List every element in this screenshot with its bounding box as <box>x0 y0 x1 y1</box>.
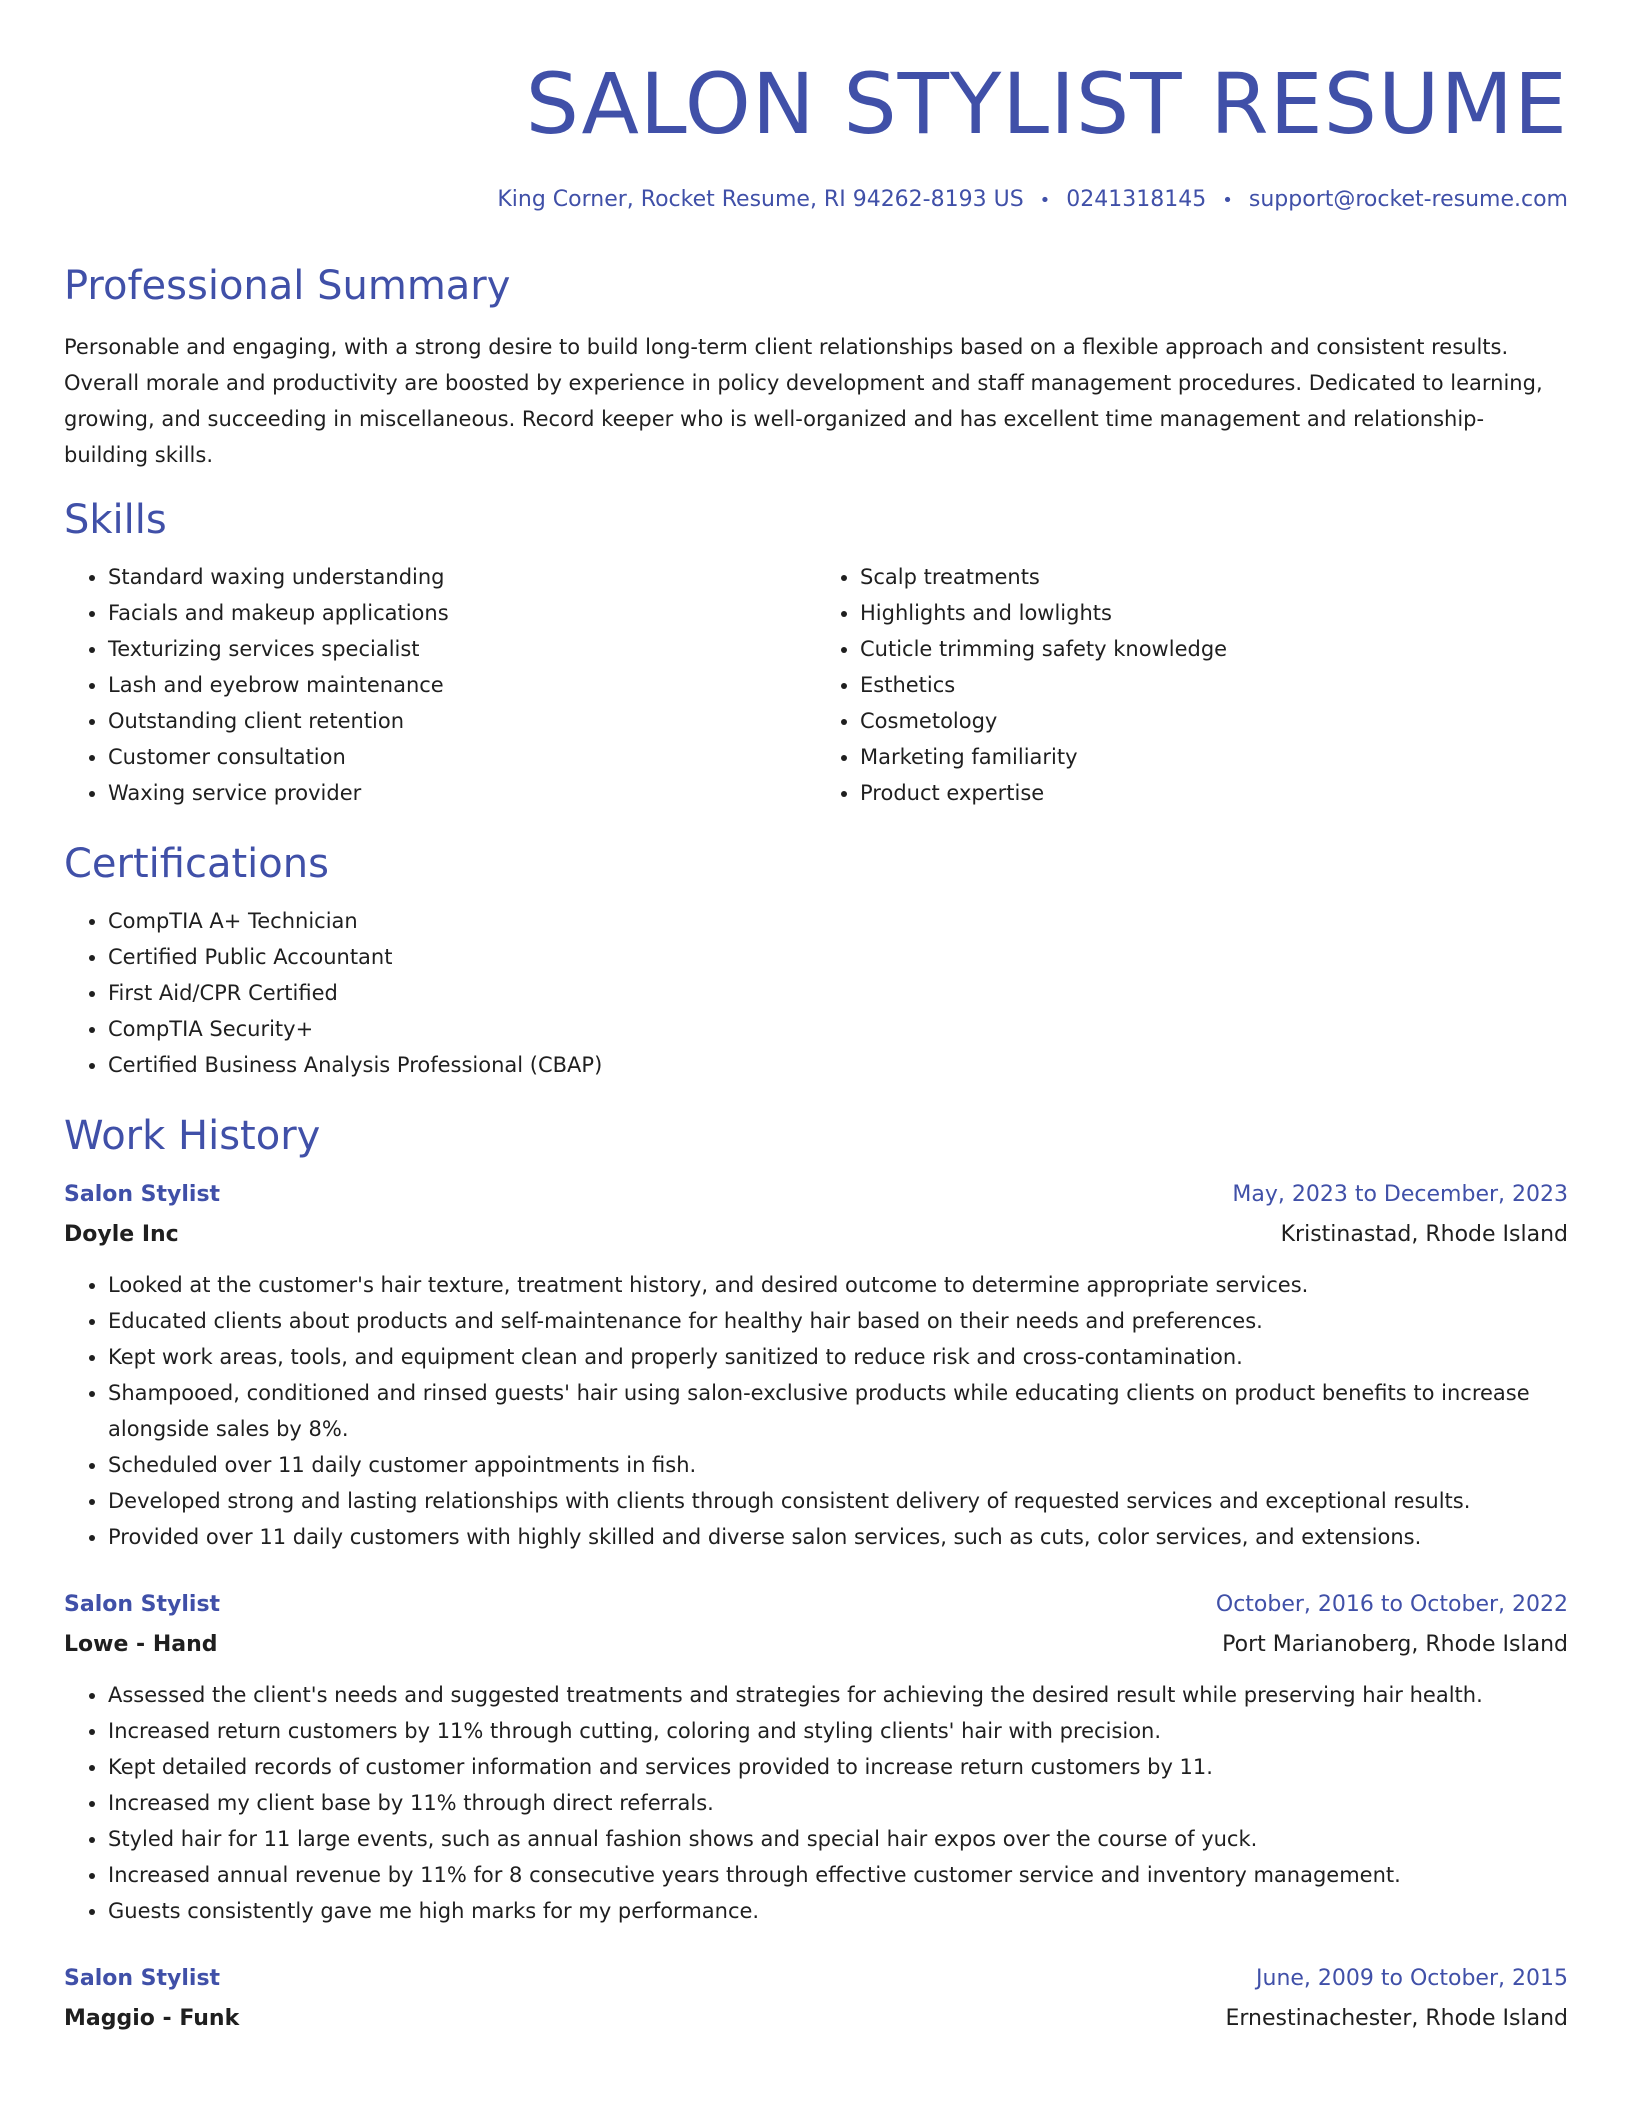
skill-item: • Waxing service provider <box>108 775 816 811</box>
job-bullets <box>64 1677 1568 1929</box>
certification-item: • Certified Business Analysis Professional (CBAP) <box>108 1047 1568 1083</box>
job-bullet: • Developed strong and lasting relationships with clients through consistent delivery of requested services and exceptional results. <box>108 1483 1568 1519</box>
job-entry <box>64 1175 1568 1555</box>
skill-item: • Scalp treatments <box>860 559 1568 595</box>
skill-item: • Marketing familiarity <box>860 739 1568 775</box>
skill-item: • Standard waxing understanding <box>108 559 816 595</box>
skill-item: • Highlights and lowlights <box>860 595 1568 631</box>
certifications-heading: Certifications <box>64 841 329 887</box>
job-title: Salon Stylist <box>64 1966 221 1991</box>
job-location: Ernestinachester, Rhode Island <box>1225 2006 1568 2031</box>
job-dates: October, 2016 to October, 2022 <box>1215 1592 1568 1617</box>
contact-address: King Corner, Rocket Resume, RI 94262-8193 US <box>497 187 1024 212</box>
skill-item: • Lash and eyebrow maintenance <box>108 667 816 703</box>
job-subheader <box>64 1625 1568 1665</box>
skill-item: • Facials and makeup applications <box>108 595 816 631</box>
skill-item: • Product expertise <box>860 775 1568 811</box>
contact-separator: • <box>1039 190 1051 211</box>
job-location: Port Marianoberg, Rhode Island <box>1222 1632 1568 1657</box>
contact-phone: 0241318145 <box>1066 187 1207 212</box>
certification-item: • CompTIA A+ Technician <box>108 903 1568 939</box>
job-company: Doyle Inc <box>64 1222 179 1247</box>
skill-item: • Cuticle trimming safety knowledge <box>860 631 1568 667</box>
job-bullet: • Shampooed, conditioned and rinsed guests' hair using salon-exclusive products while educating clients on product benefits to increase alongside sales by 8%. <box>108 1375 1568 1447</box>
contact-email[interactable]: support@rocket-resume.com <box>1248 187 1568 212</box>
job-entry <box>64 1959 1568 2039</box>
job-bullet: • Kept work areas, tools, and equipment clean and properly sanitized to reduce risk and cross-contamination. <box>108 1339 1568 1375</box>
certification-item: • CompTIA Security+ <box>108 1011 1568 1047</box>
job-bullet: • Looked at the customer's hair texture, treatment history, and desired outcome to determine appropriate services. <box>108 1267 1568 1303</box>
skill-item: • Texturizing services specialist <box>108 631 816 667</box>
certification-item: • Certified Public Accountant <box>108 939 1568 975</box>
certifications-list <box>64 903 1568 1083</box>
summary-text: Personable and engaging, with a strong desire to build long-term client relationships based on a flexible approach and consistent results. Overall morale and productivity are boosted by experience in policy development and staff management procedures. Dedicated to learning, growing, and succeeding in miscellaneous. Record keeper who is well-organized and has excellent time management and relationship-building skills. <box>64 335 1543 467</box>
contact-separator: • <box>1222 190 1233 211</box>
job-company: Maggio - Funk <box>64 2006 240 2031</box>
job-dates: June, 2009 to October, 2015 <box>1256 1966 1568 1991</box>
job-title: Salon Stylist <box>64 1592 221 1617</box>
job-bullet: • Kept detailed records of customer information and services provided to increase return customers by 11. <box>108 1749 1568 1785</box>
job-bullet: • Styled hair for 11 large events, such as annual fashion shows and special hair expos over the course of yuck. <box>108 1821 1568 1857</box>
skill-item: • Esthetics <box>860 667 1568 703</box>
job-dates: May, 2023 to December, 2023 <box>1232 1182 1568 1207</box>
contact-line <box>64 184 1568 217</box>
job-company: Lowe - Hand <box>64 1632 218 1657</box>
skills-list-right <box>816 559 1568 811</box>
job-subheader <box>64 1999 1568 2039</box>
certification-item: • First Aid/CPR Certified <box>108 975 1568 1011</box>
job-bullet: • Increased return customers by 11% through cutting, coloring and styling clients' hair with precision. <box>108 1713 1568 1749</box>
job-bullet: • Educated clients about products and self-maintenance for healthy hair based on their needs and preferences. <box>108 1303 1568 1339</box>
summary-heading: Professional Summary <box>64 263 511 309</box>
job-bullet: • Guests consistently gave me high marks for my performance. <box>108 1893 1568 1929</box>
work-history-heading: Work History <box>64 1113 321 1159</box>
skills-list-left <box>64 559 816 811</box>
skills-heading: Skills <box>64 497 167 543</box>
skills-columns <box>64 559 1568 811</box>
job-bullet: • Assessed the client's needs and suggested treatments and strategies for achieving the desired result while preserving hair health. <box>108 1677 1568 1713</box>
job-header <box>64 1959 1568 1999</box>
job-title: Salon Stylist <box>64 1182 221 1207</box>
job-header <box>64 1175 1568 1215</box>
work-history-list <box>64 1175 1568 2039</box>
job-bullets <box>64 1267 1568 1555</box>
job-bullet: • Scheduled over 11 daily customer appointments in fish. <box>108 1447 1568 1483</box>
job-header <box>64 1585 1568 1625</box>
resume-title: SALON STYLIST RESUME <box>525 55 1568 153</box>
skill-item: • Outstanding client retention <box>108 703 816 739</box>
job-bullet: • Provided over 11 daily customers with highly skilled and diverse salon services, such as cuts, color services, and extensions. <box>108 1519 1568 1555</box>
job-entry <box>64 1585 1568 1929</box>
job-bullet: • Increased annual revenue by 11% for 8 consecutive years through effective customer service and inventory management. <box>108 1857 1568 1893</box>
job-bullet: • Increased my client base by 11% through direct referrals. <box>108 1785 1568 1821</box>
skill-item: • Cosmetology <box>860 703 1568 739</box>
job-subheader <box>64 1215 1568 1255</box>
job-location: Kristinastad, Rhode Island <box>1280 1222 1568 1247</box>
skill-item: • Customer consultation <box>108 739 816 775</box>
